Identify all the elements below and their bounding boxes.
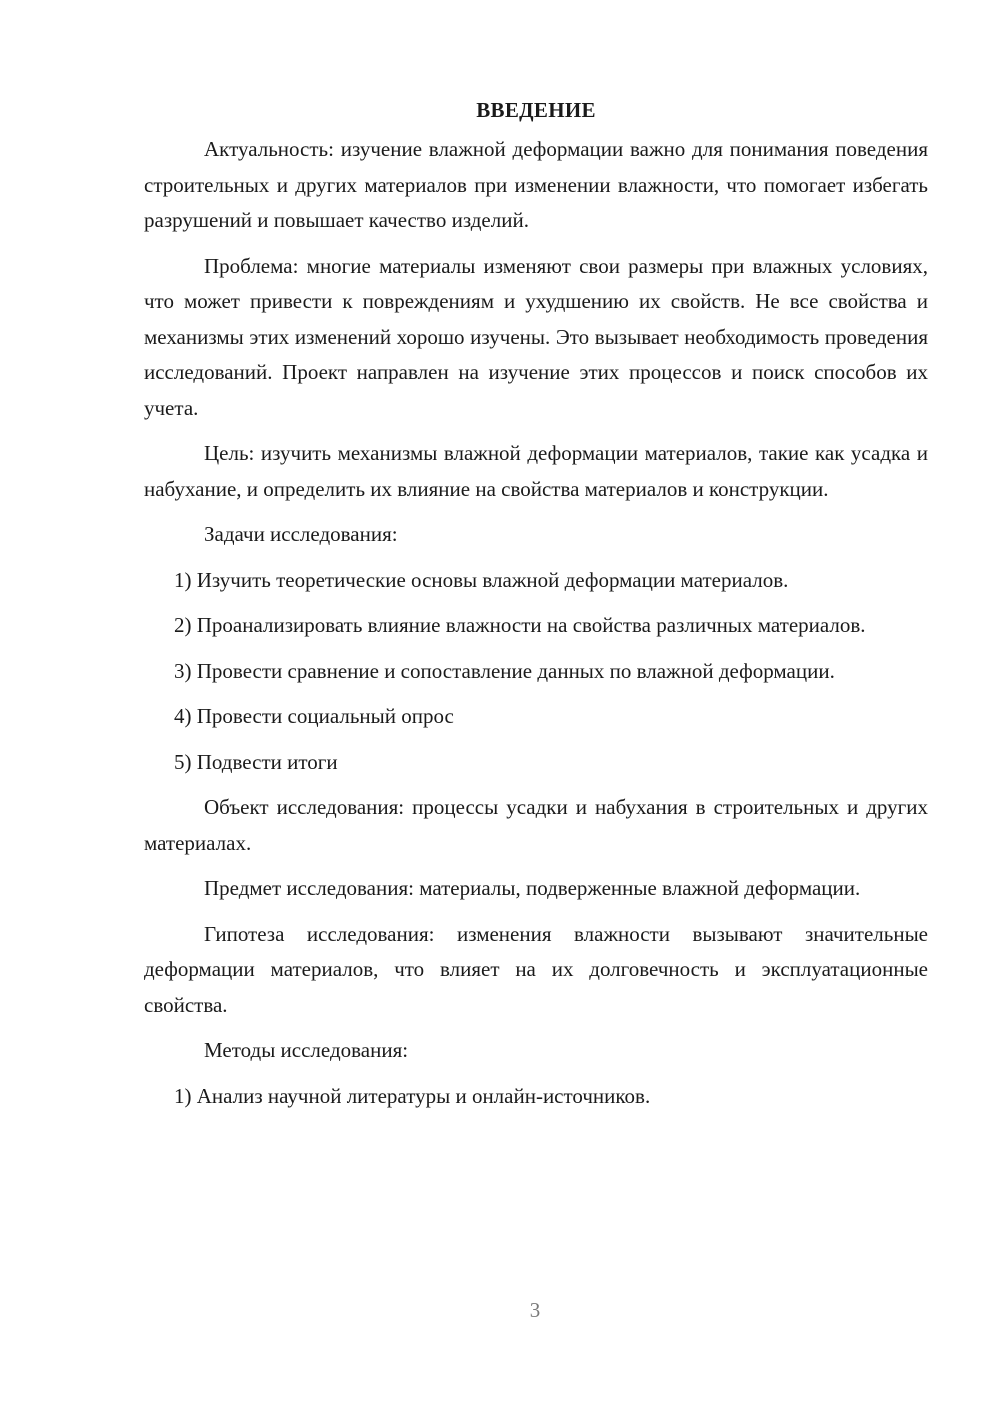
page-number: 3 (529, 1298, 541, 1322)
goal-paragraph: Цель: изучить механизмы влажной деформации материалов, такие как усадка и набухание, и определить их влияние на свойства материалов и конструкции. (144, 441, 928, 501)
tasks-heading: Задачи исследования: (204, 522, 398, 546)
problem-paragraph: Проблема: многие материалы изменяют свои размеры при влажных условиях, что может привести к повреждениям и ухудшению их свойств. Не все свойства и механизмы этих изменений хорошо изучены. Это вызывает необходимость проведения исследований. Проект направлен на изучение этих процессов и поиск способов их учета. (144, 253, 928, 420)
section-title: ВВЕДЕНИЕ (476, 98, 596, 122)
task-item: 3) Провести сравнение и сопоставление данных по влажной деформации. (174, 658, 835, 683)
subject-paragraph: Предмет исследования: материалы, подверженные влажной деформации. (204, 876, 861, 900)
task-item: 2) Проанализировать влияние влажности на свойства различных материалов. (174, 613, 866, 637)
task-item: 4) Провести социальный опрос (174, 704, 454, 728)
relevance-paragraph: Актуальность: изучение влажной деформации важно для понимания поведения строительных и других материалов при изменении влажности, что помогает избегать разрушений и повышает качество изделий. (144, 137, 928, 232)
methods-heading: Методы исследования: (204, 1038, 409, 1062)
document-page (144, 94, 928, 1124)
method-item: 1) Анализ научной литературы и онлайн-источников. (174, 1083, 651, 1108)
object-paragraph: Объект исследования: процессы усадки и набухания в строительных и других материалах. (144, 795, 928, 855)
hypothesis-paragraph: Гипотеза исследования: изменения влажности вызывают значительные деформации материалов, что влияет на их долговечность и эксплуатационные свойства. (144, 921, 928, 1017)
task-item: 5) Подвести итоги (174, 749, 338, 774)
task-item: 1) Изучить теоретические основы влажной деформации материалов. (174, 567, 789, 592)
